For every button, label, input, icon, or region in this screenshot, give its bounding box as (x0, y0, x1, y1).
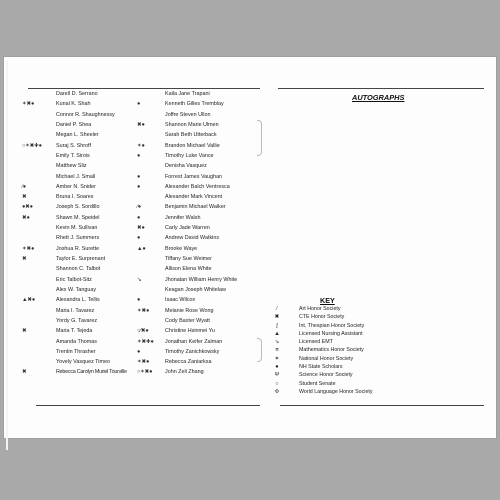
student-name: Bruna I. Soares (56, 194, 94, 201)
page-edge (6, 60, 8, 450)
honor-symbols: ✶✖● (22, 245, 35, 252)
gutter-mark (257, 120, 262, 156)
key-label: World Language Honor Society (299, 388, 373, 395)
key-symbol-icon: ○ (275, 380, 279, 387)
honor-symbols: ● (137, 152, 141, 159)
student-name: Timothy Luke Vance (165, 152, 214, 159)
student-name: Kaila Jane Trapani (165, 91, 210, 97)
student-name: Amanda Thomas (56, 338, 97, 345)
key-symbol-icon: ✣ (274, 388, 280, 395)
student-name: Joseph S. Sordillo (56, 204, 100, 211)
student-name: Amber N. Snider (56, 183, 96, 190)
honor-symbols: ✖ (22, 328, 27, 335)
honor-symbols: ✶✖● (22, 101, 35, 108)
student-name: Trentin Thrasher (56, 348, 96, 355)
honor-symbols: ✖● (22, 214, 30, 221)
student-name: Alexandra L. Tellis (56, 297, 100, 304)
student-name: Rebecca Zaniarksa (165, 359, 212, 366)
student-name: Jennifer Walsh (165, 214, 201, 221)
student-name: Taylor E. Surprenant (56, 256, 106, 262)
student-name: Joffre Steven Ullon (165, 111, 211, 118)
honor-symbols: ● (137, 348, 141, 355)
honor-symbols: ✶✖● (137, 307, 150, 314)
gutter-mark (257, 338, 262, 362)
student-name: Kunal K. Shah (56, 101, 91, 108)
student-name: Matthew Sliz (56, 163, 87, 170)
honor-symbols: ●✖● (22, 204, 33, 211)
key-label: Student Senate (299, 380, 336, 387)
key-label: Int. Thespian Honor Society (299, 322, 365, 329)
key-label: Mathematics Honor Society (299, 347, 364, 354)
student-name: Alexander Mark Vincent (165, 194, 223, 201)
student-name: Rhett J. Summers (56, 235, 100, 242)
student-name: Timothy Zanichkowsky (165, 348, 220, 355)
honor-symbols: ○∕✖● (137, 328, 149, 335)
honor-symbols: ● (137, 183, 141, 190)
bottom-rule-right (280, 405, 484, 406)
student-name: Alex W. Tanguay (56, 286, 97, 293)
key-symbol-icon: ∫ (276, 322, 278, 329)
key-label: NH State Scholars (299, 364, 343, 371)
honor-symbols: ▲● (137, 245, 146, 252)
honor-symbols: ● (137, 101, 141, 108)
student-name: Allison Elena White (165, 266, 212, 273)
key-symbol-icon: ▲ (274, 330, 280, 337)
honor-symbols: ○✶✖✚● (22, 142, 42, 149)
student-name: Daniel P. Shea (56, 121, 92, 128)
honor-symbols: ✖ (22, 194, 27, 201)
top-rule-right (278, 88, 484, 89)
honor-symbols: ○✶✖● (137, 369, 153, 376)
key-label: Science Honor Society (299, 372, 353, 379)
student-name: Forrest James Vaughan (165, 173, 223, 180)
student-name: Tiffany Sue Weimer (165, 256, 212, 262)
key-symbol-icon: π (275, 347, 279, 354)
student-name: Kenneth Gilles Tremblay (165, 101, 224, 108)
key-label: Art Honor Society (299, 306, 341, 312)
honor-symbols: ✖● (137, 121, 145, 128)
honor-symbols: ∕● (22, 183, 26, 190)
student-name: Darell D. Serrano (56, 91, 98, 97)
honor-symbols: ✖ (22, 256, 27, 262)
key-symbol-icon: ● (275, 364, 279, 371)
student-name: Jhonatan William Henry White (165, 276, 238, 283)
student-name: Megan L. Sheeler (56, 132, 99, 139)
student-name: Andrew David Watkins (165, 235, 220, 242)
honor-symbols: ∕● (137, 204, 141, 211)
student-name: Brandon Michael Vallie (165, 142, 220, 149)
student-name: Eric Talbot-Sitz (56, 276, 92, 283)
student-name: Benjamin Michael Walker (165, 204, 226, 211)
student-name: Denisha Vasquez (165, 163, 207, 170)
student-name: Rebecca Carolyn Muriel Tourville (56, 369, 127, 376)
student-name: Carly Jade Warren (165, 225, 210, 232)
student-name: Maria T. Tejeda (56, 328, 93, 335)
honor-symbols: ✖● (137, 225, 145, 232)
autographs-heading: AUTOGRAPHS (352, 93, 405, 102)
student-name: Keagan Joseph Whitelaw (165, 286, 226, 293)
key-symbol-icon: ∕ (276, 306, 278, 312)
student-name: Melanie Rose Wong (165, 307, 214, 314)
student-name: John Zeli Zhang (165, 369, 204, 376)
student-name: Isaac Wilcox (165, 297, 196, 304)
honor-symbols: ● (137, 173, 141, 180)
student-name: Cody Baxter Wyatt (165, 317, 210, 324)
key-symbol-icon: ✶ (274, 355, 280, 362)
student-name: Maria I. Tavarez (56, 307, 95, 314)
key-label: National Honor Society (299, 355, 354, 362)
student-name: Brooke Waye (165, 245, 198, 252)
student-name: Kevin M. Sullivan (56, 225, 98, 232)
key-symbol-icon: ↘ (274, 339, 280, 346)
honor-symbols: ▲✖● (22, 297, 36, 304)
honor-symbols: ✖ (22, 369, 27, 376)
student-name: Shannon C. Talbot (56, 266, 101, 273)
student-name: Suraj S. Shroff (56, 142, 91, 149)
key-label: CTE Honor Society (299, 314, 345, 321)
student-name: Yordy G. Tavarez (56, 317, 98, 324)
honor-symbols: ✶✖● (137, 359, 150, 366)
student-name: Christine Hsinmei Yu (165, 328, 215, 335)
student-name: Joshua R. Surette (56, 245, 100, 252)
student-name: Sarah Beth Utterback (165, 132, 217, 139)
student-name: Michael J. Small (56, 173, 96, 180)
key-symbol-icon: Ψ (274, 372, 280, 379)
honor-symbols: ● (137, 235, 141, 242)
honor-symbols: ↘ (137, 276, 142, 283)
student-name: Yovely Vasquez Timeo (56, 359, 110, 366)
key-symbol-icon: ✖ (274, 314, 280, 321)
honor-symbols: ✶● (137, 142, 145, 149)
honor-symbols: ✶✖✚● (137, 338, 154, 345)
key-label: Licensed Nursing Assistant (299, 330, 363, 337)
student-name: Shannon Marie Ulmen (165, 121, 219, 128)
student-name: Alexander Balch Ventresca (165, 183, 230, 190)
key-heading: KEY (320, 296, 335, 305)
honor-symbols: ● (137, 297, 141, 304)
bottom-rule-left (36, 405, 260, 406)
honor-symbols: ● (137, 214, 141, 221)
student-name: Jonathan Keifer Zalman (165, 338, 223, 345)
student-name: Emily T. Sirois (56, 152, 90, 159)
student-name: Connor R. Shaughnessy (56, 111, 115, 118)
student-name: Shawn M. Speidel (56, 214, 100, 221)
key-label: Licensed EMT (299, 339, 333, 346)
